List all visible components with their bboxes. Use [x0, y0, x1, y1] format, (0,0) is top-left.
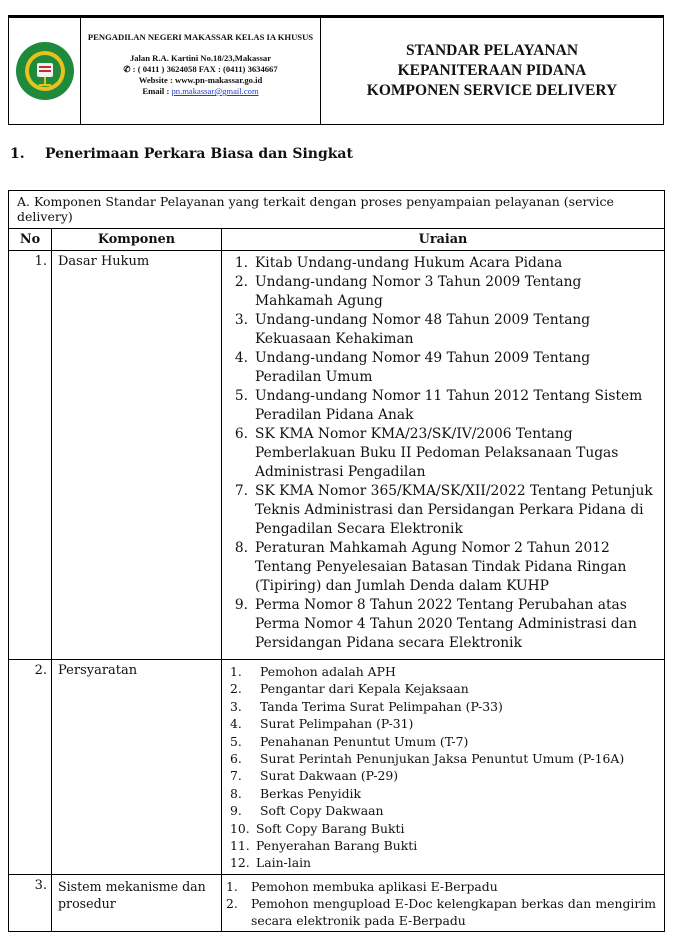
list-item: 12. Lain-lain — [230, 855, 312, 871]
list-item: 2. Pengantar dari Kepala Kejaksaan — [230, 681, 469, 697]
requirements-list — [230, 663, 656, 872]
court-website: Website : www.pn-makassar.go.id — [138, 75, 263, 85]
row-component: Sistem mekanisme dan prosedur — [52, 874, 222, 931]
court-name: PENGADILAN NEGERI MAKASSAR KELAS IA KHUSUS — [87, 32, 314, 42]
title-line-1: STANDAR PELAYANAN — [405, 42, 579, 59]
table-caption: A. Komponen Standar Pelayanan yang terkait dengan proses penyampaian pelayanan (service delivery) — [9, 191, 665, 229]
list-item: 1. Kitab Undang-undang Hukum Acara Pidana — [234, 255, 563, 271]
list-item: 3. Tanda Terima Surat Pelimpahan (P-33) — [230, 698, 503, 714]
list-item: 8. Peraturan Mahkamah Agung Nomor 2 Tahun 2012 Tentang Penyelesaian Batasan Tindak Pidana Ringan (Tipiring) dan Jumlah Denda dalam KUHP — [234, 540, 627, 594]
title-line-3: KOMPONEN SERVICE DELIVERY — [366, 82, 618, 99]
header-no: No — [9, 229, 52, 251]
list-item: 9. Soft Copy Dakwaan — [230, 803, 384, 819]
email-link[interactable]: pn.makassar@gmail.com — [171, 86, 259, 96]
legal-basis-list — [230, 254, 656, 653]
row-component: Persyaratan — [52, 660, 222, 875]
section-number: 1. — [10, 146, 25, 162]
list-item: 5. Penahanan Penuntut Umum (T-7) — [230, 733, 469, 749]
document-title — [321, 18, 663, 124]
court-phone: ✆ : ( 0411 ) 3624058 FAX : (0411) 3634667 — [123, 64, 278, 74]
row-number: 3. — [9, 874, 52, 931]
header-komponen: Komponen — [52, 229, 222, 251]
table-row — [9, 660, 665, 875]
table-row — [9, 251, 665, 660]
list-item: 3. Undang-undang Nomor 48 Tahun 2009 Tentang Kekuasaan Kehakiman — [234, 312, 591, 347]
row-number: 2. — [9, 660, 52, 875]
list-item: 9. Perma Nomor 8 Tahun 2022 Tentang Perubahan atas Perma Nomor 4 Tahun 2020 Tentang Administrasi dan Persidangan Pidana secara Elektronik — [234, 597, 637, 651]
list-item: 2. Undang-undang Nomor 3 Tahun 2009 Tentang Mahkamah Agung — [234, 274, 582, 309]
list-item: 1. Pemohon adalah APH — [230, 664, 396, 679]
court-info — [81, 18, 321, 124]
document-header — [8, 15, 664, 125]
row-component: Dasar Hukum — [52, 251, 222, 660]
list-item: 6. Surat Perintah Penunjukan Jaksa Penuntut Umum (P-16A) — [230, 751, 625, 767]
table-row — [9, 874, 665, 931]
list-item: 7. SK KMA Nomor 365/KMA/SK/XII/2022 Tentang Petunjuk Teknis Administrasi dan Persidangan Perkara Pidana di Pengadilan Secara Elektronik — [234, 483, 653, 537]
list-item: 8. Berkas Penyidik — [230, 785, 362, 801]
list-item: 7. Surat Dakwaan (P-29) — [230, 768, 399, 784]
list-item: 10. Soft Copy Barang Bukti — [230, 820, 405, 836]
row-description — [222, 251, 665, 660]
row-description — [222, 874, 665, 931]
row-description — [222, 660, 665, 875]
section-title: Penerimaan Perkara Biasa dan Singkat — [45, 146, 353, 162]
court-email: Email : pn.makassar@gmail.com — [142, 86, 259, 96]
phone-icon: ✆ — [123, 64, 131, 74]
section-heading — [10, 146, 353, 162]
procedure-list — [226, 878, 656, 929]
row-number: 1. — [9, 251, 52, 660]
list-item: 1. Pemohon membuka aplikasi E-Berpadu — [226, 878, 498, 894]
list-item: 5. Undang-undang Nomor 11 Tahun 2012 Tentang Sistem Peradilan Pidana Anak — [234, 388, 643, 423]
list-item: 6. SK KMA Nomor KMA/23/SK/IV/2006 Tentang Pemberlakuan Buku II Pedoman Pelaksanaan Tugas Administrasi Pengadilan — [234, 426, 619, 480]
logo-cell — [9, 18, 81, 124]
header-uraian: Uraian — [222, 229, 665, 251]
court-logo-icon — [15, 41, 75, 101]
list-item: 2. Pemohon mengupload E-Doc kelengkapan berkas dan mengirim secara elektronik pada E-Berpadu — [226, 895, 656, 928]
title-line-2: KEPANITERAAN PIDANA — [397, 62, 587, 79]
list-item: 4. Undang-undang Nomor 49 Tahun 2009 Tentang Peradilan Umum — [234, 350, 591, 385]
list-item: 4. Surat Pelimpahan (P-31) — [230, 716, 414, 732]
list-item: 11. Penyerahan Barang Bukti — [230, 838, 418, 854]
service-standard-table — [8, 190, 665, 932]
court-address: Jalan R.A. Kartini No.18/23,Makassar — [129, 53, 272, 63]
